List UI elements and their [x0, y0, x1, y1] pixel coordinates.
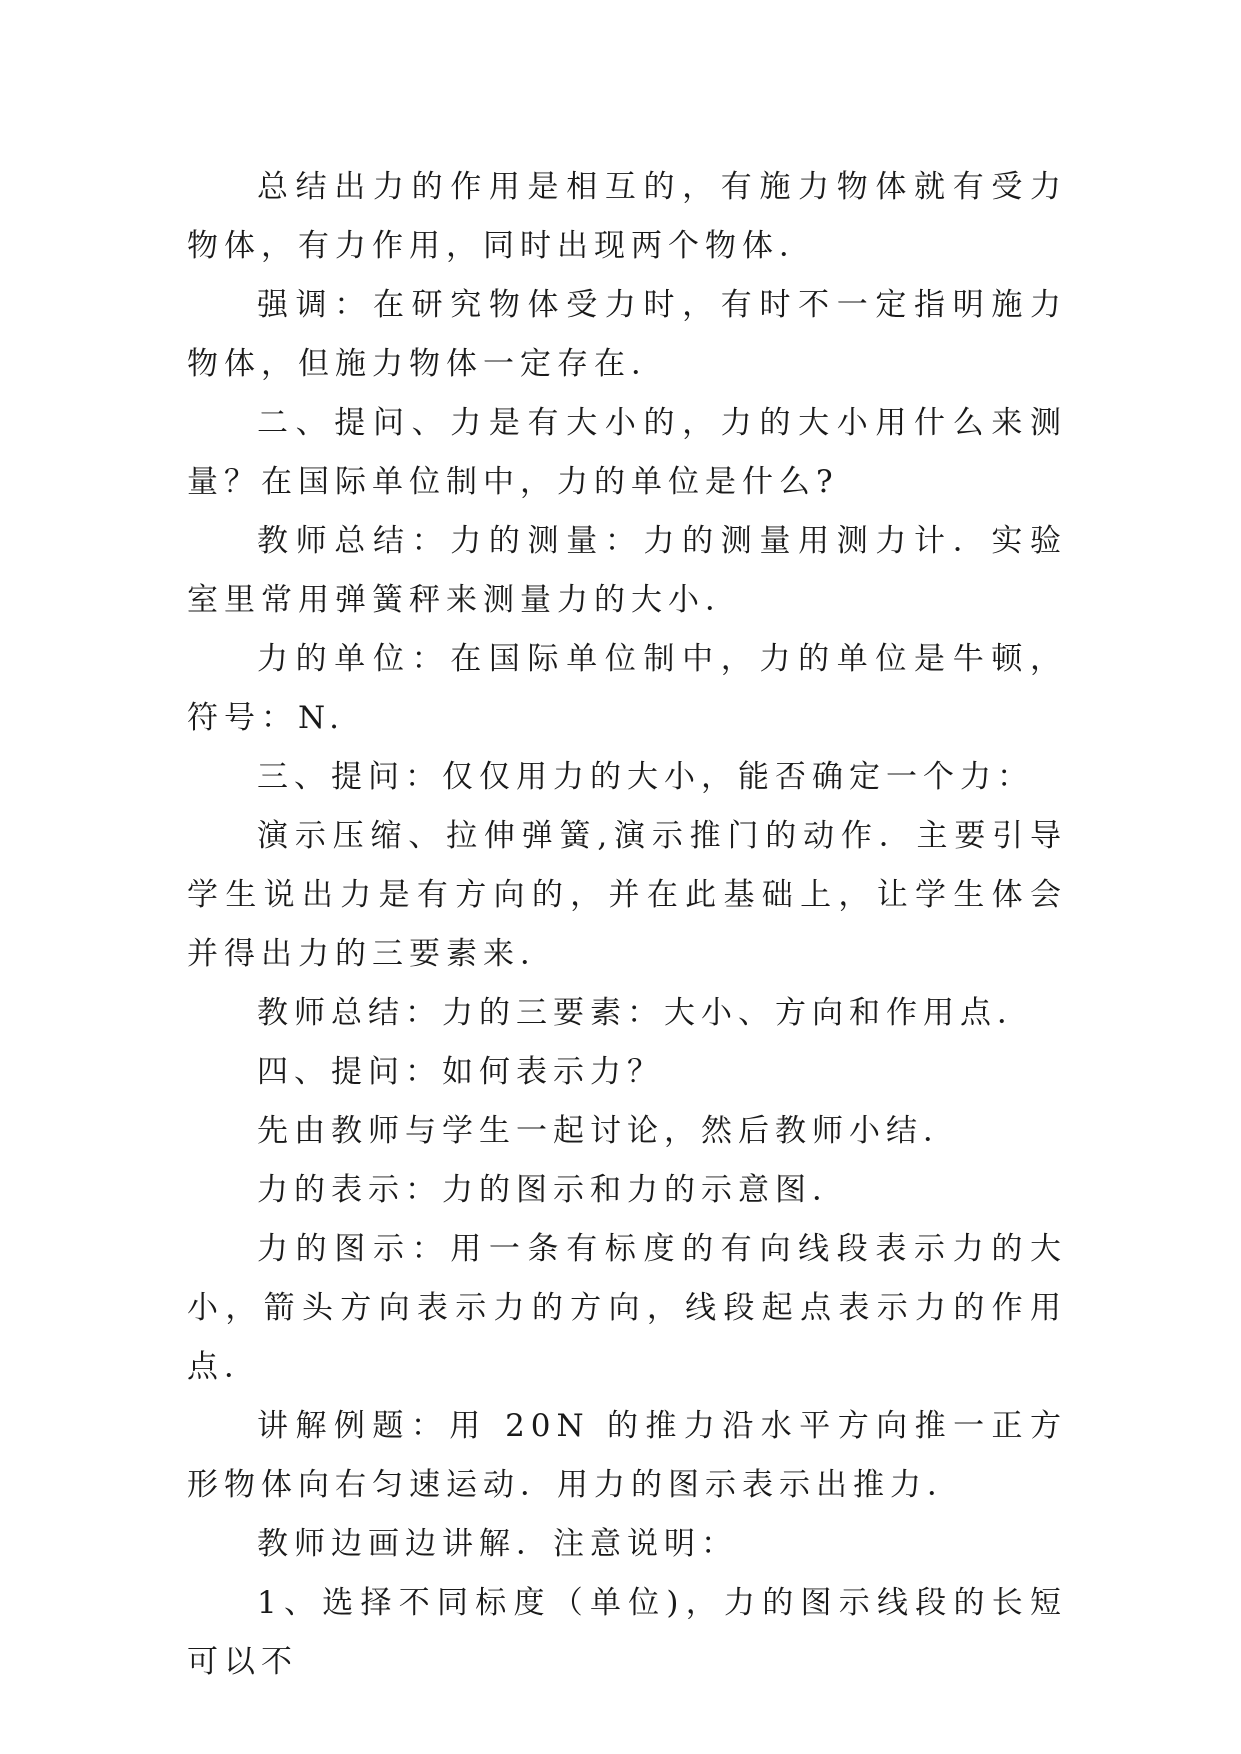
paragraph-discussion: 先由教师与学生一起讨论，然后教师小结．: [257, 1113, 960, 1149]
paragraph-unit: 力的单位：在国际单位制中，力的单位是牛顿，符号：N.: [187, 641, 1067, 736]
paragraph-demonstration: 演示压缩、拉伸弹簧,演示推门的动作．主要引导学生说出力是有方向的，并在此基础上，让学生体会并得出力的三要素来．: [187, 818, 1067, 972]
document-body: [187, 158, 1067, 1692]
paragraph-representation: 力的表示：力的图示和力的示意图．: [257, 1172, 849, 1208]
paragraph-measurement: 教师总结：力的测量：力的测量用测力计．实验室里常用弹簧秤来测量力的大小．: [187, 523, 1067, 618]
paragraph-question-direction: 三、提问：仅仅用力的大小，能否确定一个力：: [257, 759, 1034, 795]
paragraph-question-representation: 四、提问：如何表示力？: [257, 1054, 664, 1090]
paragraph-question-magnitude: 二、提问、力是有大小的，力的大小用什么来测量？在国际单位制中，力的单位是什么?: [187, 405, 1067, 500]
paragraph-force-diagram: 力的图示：用一条有标度的有向线段表示力的大小，箭头方向表示力的方向，线段起点表示力的作用点．: [187, 1231, 1067, 1385]
paragraph-note-1: 1、选择不同标度（单位)，力的图示线段的长短可以不: [187, 1585, 1067, 1680]
paragraph-example: 讲解例题：用 20N 的推力沿水平方向推一正方形物体向右匀速运动．用力的图示表示出推力．: [187, 1408, 1067, 1503]
paragraph-summary-interaction: 总结出力的作用是相互的，有施力物体就有受力物体，有力作用，同时出现两个物体．: [187, 169, 1067, 264]
paragraph-three-elements: 教师总结：力的三要素：大小、方向和作用点．: [257, 995, 1034, 1031]
paragraph-explanation: 教师边画边讲解．注意说明：: [257, 1526, 738, 1562]
paragraph-emphasis: 强调：在研究物体受力时，有时不一定指明施力物体，但施力物体一定存在．: [187, 287, 1067, 382]
